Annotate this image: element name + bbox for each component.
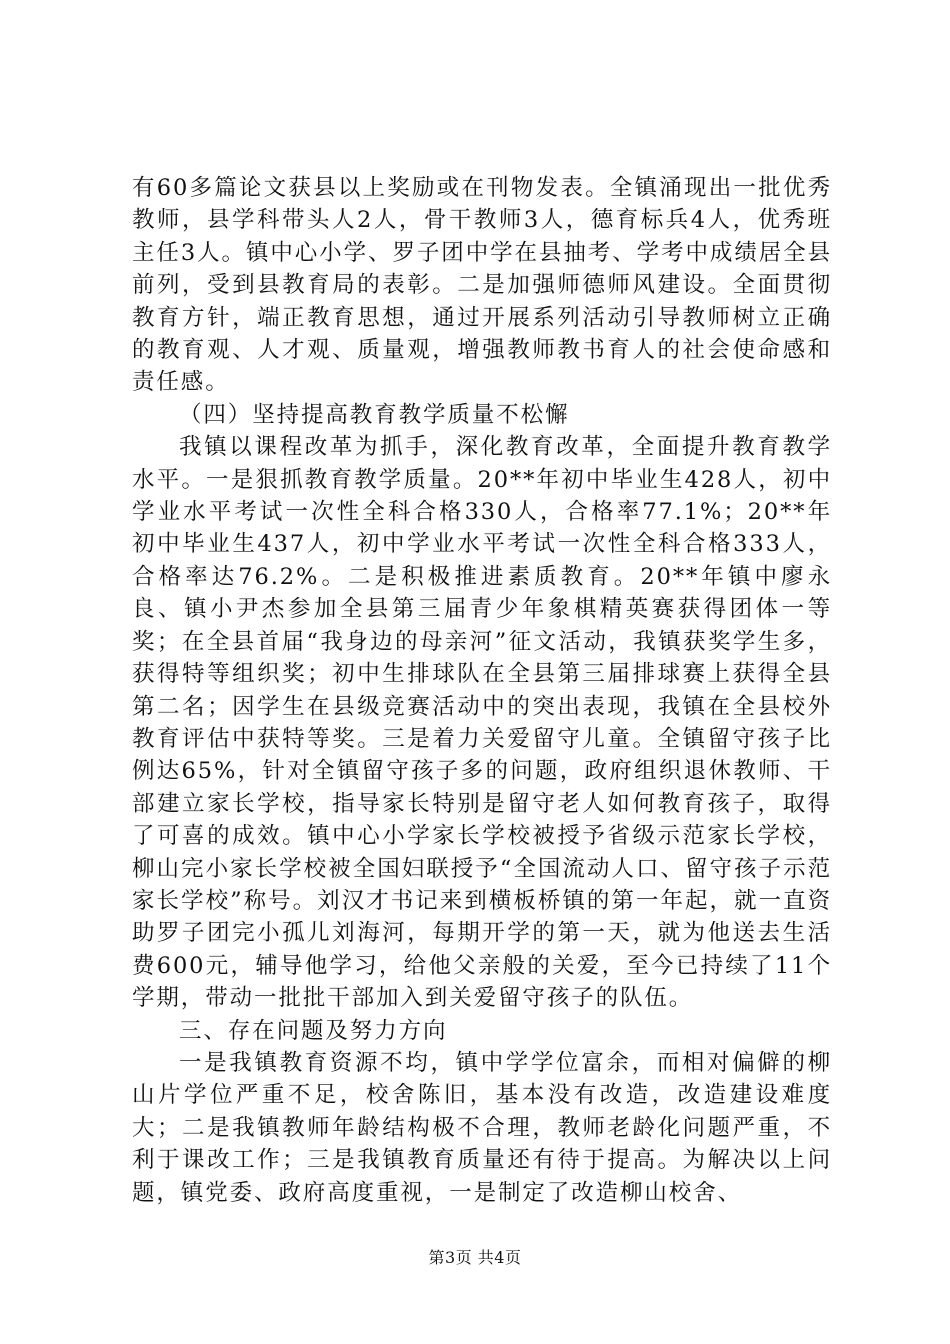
paragraph-teaching-quality: 我镇以课程改革为抓手，深化教育改革，全面提升教育教学水平。一是狠抓教育教学质量。20**年初中毕业生428人，初中学业水平考试一次性全科合格330人，合格率77.1%；20**年初中毕业生437人，初中学业水平考试一次性全科合格333人，合格率达76.2%。二是积极推进素质教育。20**年镇中廖永良、镇小尹杰参加全县第三届青少年象棋精英赛获得团体一等奖；在全县首届“我身边的母亲河”征文活动，我镇获奖学生多，获得特等组织奖；初中生排球队在全县第三届排球赛上获得全县第二名；因学生在县级竞赛活动中的突出表现，我镇在全县校外教育评估中获特等奖。三是着力关爱留守儿童。全镇留守孩子比例达65%，针对全镇留守孩子多的问题，政府组织退休教师、干部建立家长学校，指导家长特别是留守老人如何教育孩子，取得了可喜的成效。镇中心小学家长学校被授予省级示范家长学校，柳山完小家长学校被全国妇联授予“全国流动人口、留守孩子示范家长学校”称号。刘汉才书记来到横板桥镇的第一年起，就一直资助罗子团完小孤儿刘海河，每期开学的第一天，就为他送去生活费600元，辅导他学习，给他父亲般的关爱，至今已持续了11个学期，带动一批批干部加入到关爱留守孩子的队伍。 — [132, 434, 832, 1012]
section-heading-problems: 三、存在问题及努力方向 — [179, 1017, 448, 1044]
paragraph-awards-and-ethics: 有60多篇论文获县以上奖励或在刊物发表。全镇涌现出一批优秀教师，县学科带头人2人，骨干教师3人，德育标兵4人，优秀班主任3人。镇中心小学、罗子团中学在县抽考、学考中成绩居全县前列，受到县教育局的表彰。二是加强师德师风建设。全面贯彻教育方针，端正教育思想，通过开展系列活动引导教师树立正确的教育观、人才观、质量观，增强教师教书育人的社会使命感和责任感。 — [132, 175, 832, 396]
section-heading-teaching-quality: （四）坚持提高教育教学质量不松懈 — [179, 401, 570, 428]
page-footer: 第3页 共4页 — [428, 1248, 522, 1267]
paragraph-problems: 一是我镇教育资源不均，镇中学学位富余，而相对偏僻的柳山片学位严重不足，校舍陈旧，基本没有改造，改造建设难度大；二是我镇教师年龄结构极不合理，教师老龄化问题严重，不利于课改工作；三是我镇教育质量还有待于提高。为解决以上问题，镇党委、政府高度重视，一是制定了改造柳山校舍、 — [132, 1049, 832, 1206]
document-body — [132, 172, 832, 1209]
